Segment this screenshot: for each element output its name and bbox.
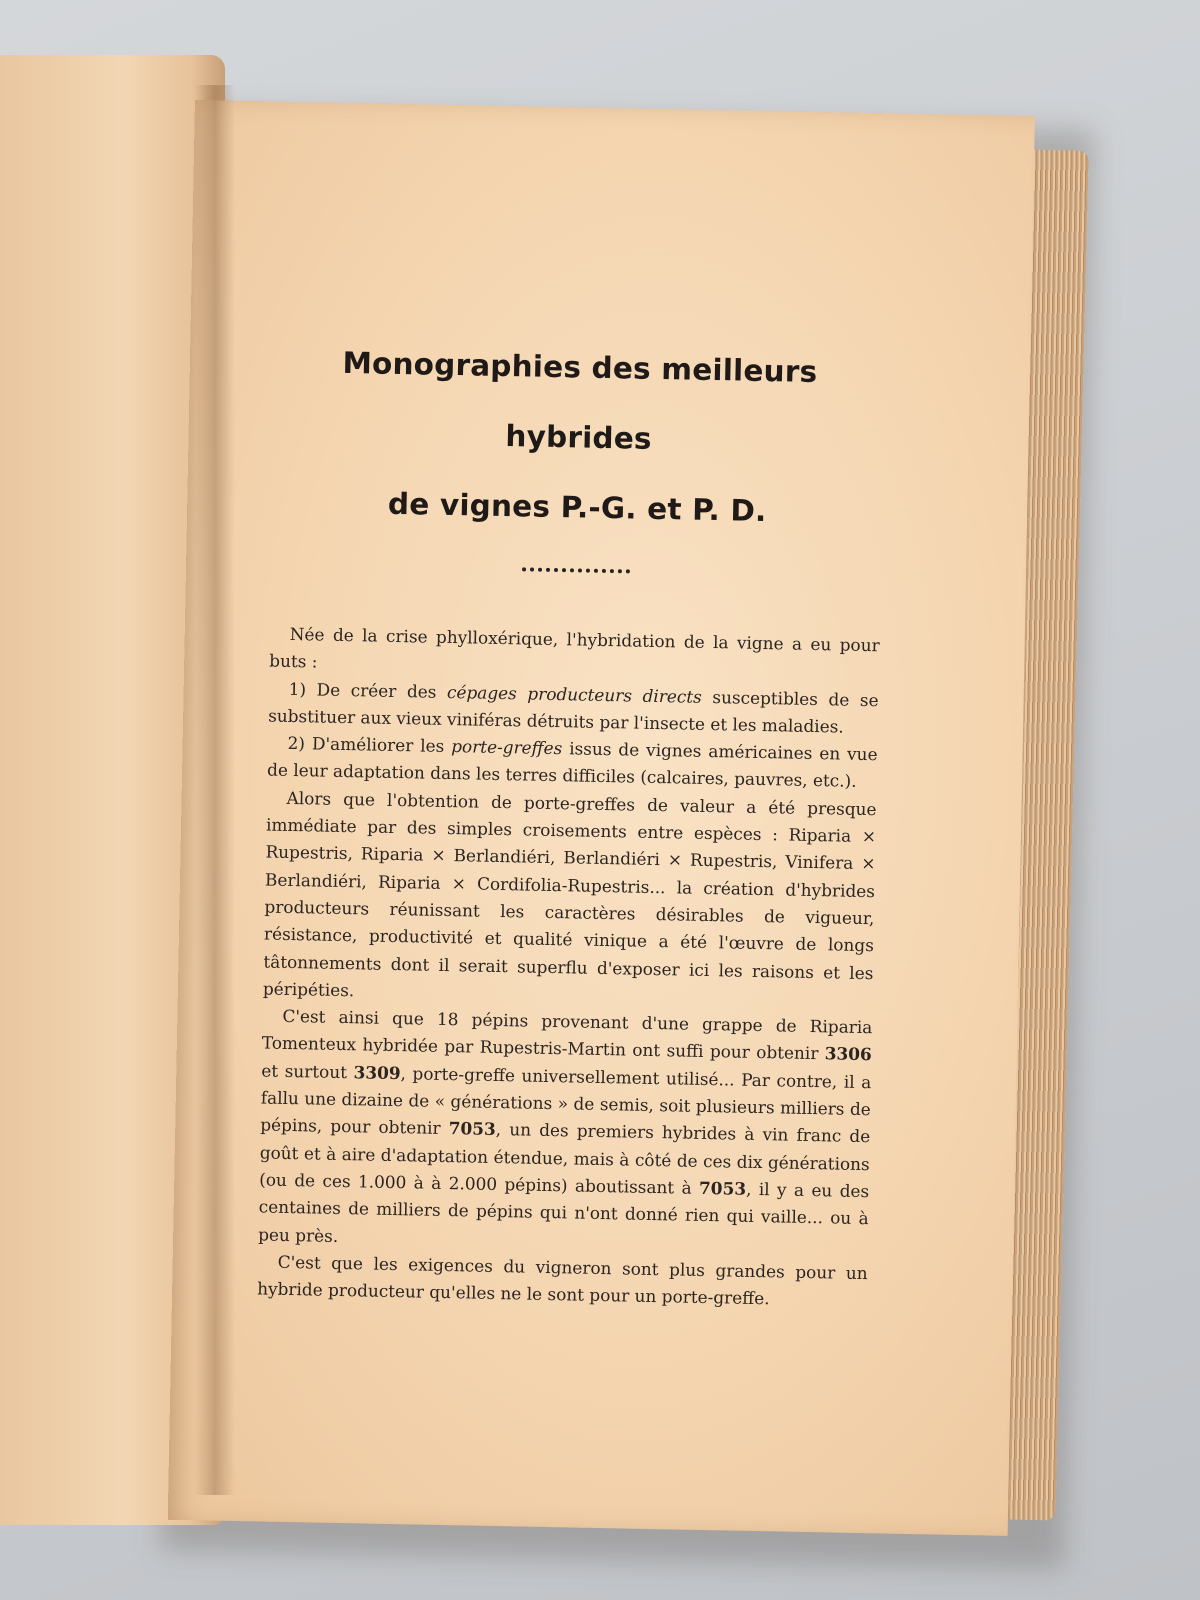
paragraph-text: Alors que l'obtention de porte-greffes de valeur a été presque immédiate par des simples croisements entre espèces : Riparia × Rupestris, Riparia × Berlandiéri, Berlandiéri × Rupestris, Vinifera × Berlandiéri, Riparia × Cordifolia-Rupestris... la création d'hybrides producteurs réunissant les caractères désirables de vigueur, résistance, productivité et qualité vinique a été l'œuvre de longs tâtonnements dont il serait superflu d'exposer ici les raisons et les péripéties. (262, 787, 877, 1001)
page-title (272, 327, 886, 549)
paragraph-text: 7053 (448, 1118, 496, 1140)
paragraph-text: C'est ainsi que 18 pépins provenant d'une grappe de Riparia Tomenteux hybridée par Rupestris-Martin ont suffi pour obtenir (261, 1006, 873, 1064)
paragraph-rootstocks (263, 784, 877, 1014)
text-block (257, 327, 886, 1315)
title-line-2: de vignes P.-G. et P. D. (387, 486, 767, 529)
paragraph-text: Née de la crise phylloxérique, l'hybridation de la vigne a eu pour buts : (269, 623, 880, 672)
paragraph-text: , il y a eu des centaines de milliers de pépins qui n'ont donné rien qui vaille... ou à peu près. (258, 1178, 870, 1246)
paragraph-text: porte-greffes (451, 736, 563, 759)
body-text (257, 621, 880, 1315)
paragraph-text: 3309 (353, 1061, 401, 1083)
paragraph-conclusion (257, 1248, 868, 1314)
paragraph-text: , un des premiers hybrides à vin franc de goût et à aire d'adaptation étendue, mais à côté de ces dix générations (ou de ces 1.000 à à 2.000 pépins) aboutissant à (259, 1119, 871, 1198)
paragraph-text: 7053 (698, 1177, 747, 1199)
title-line-1: Monographies des meilleurs hybrides (342, 345, 818, 456)
paragraph-text: , porte-greffe universellement utilisé... Par contre, il a fallu une dizaine de « générations » de semis, soit plusieurs milliers de pépins, pour obtenir (260, 1062, 872, 1139)
paragraph-seeds (258, 1003, 873, 1260)
right-page (168, 100, 1035, 1536)
paragraph-text: et surtout (261, 1060, 354, 1082)
paragraph-text: 3306 (824, 1043, 872, 1065)
paragraph-text: cépages producteurs directs (446, 681, 703, 707)
paragraph-text: susceptibles de se substituer aux vieux viniféras détruits par l'insecte et les maladies. (268, 686, 879, 737)
book-gutter (195, 85, 235, 1495)
paragraph-text: C'est que les exigences du vigneron sont plus grandes pour un hybride producteur qu'elles ne le sont pour un porte-greffe. (257, 1251, 868, 1309)
paragraph-text: issus de vignes américaines en vue de leur adaptation dans les terres difficiles (calcaires, pauvres, etc.). (266, 738, 878, 792)
paragraph-text: 2) D'améliorer les (287, 733, 452, 757)
dotted-rule (522, 567, 630, 577)
paragraph-text: 1) De créer des (288, 678, 448, 702)
